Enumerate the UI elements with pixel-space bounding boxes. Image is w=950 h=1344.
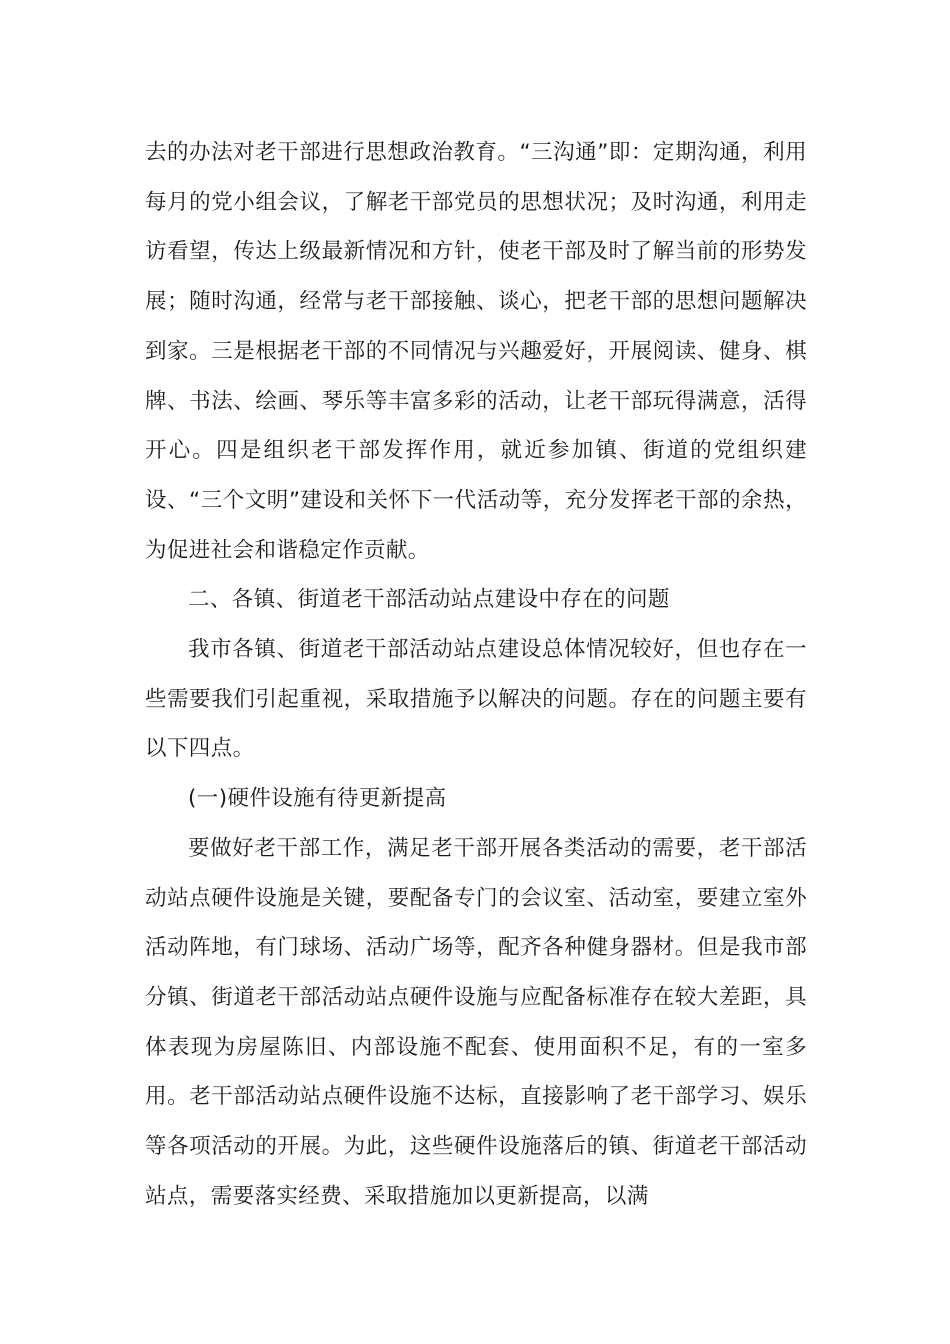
document-body bbox=[145, 128, 807, 1221]
paragraph-continuation: 去的办法对老干部进行思想政治教育。“三沟通”即：定期沟通，利用每月的党小组会议，了解老干部党员的思想状况；及时沟通，利用走访看望，传达上级最新情况和方针，使老干部及时了解当前的形势发展；随时沟通，经常与老干部接触、谈心，把老干部的思想问题解决到家。三是根据老干部的不同情况与兴趣爱好，开展阅读、健身、棋牌、书法、绘画、琴乐等丰富多彩的活动，让老干部玩得满意，活得开心。四是组织老干部发挥作用，就近参加镇、街道的党组织建设、“三个文明”建设和关怀下一代活动等，充分发挥老干部的余热，为促进社会和谐稳定作贡献。 bbox=[145, 140, 807, 563]
paragraph-problems-intro: 我市各镇、街道老干部活动站点建设总体情况较好，但也存在一些需要我们引起重视，采取措施予以解决的问题。存在的问题主要有以下四点。 bbox=[145, 637, 807, 762]
section-heading-problems: 二、各镇、街道老干部活动站点建设中存在的问题 bbox=[188, 587, 670, 613]
paragraph-hardware: 要做好老干部工作，满足老干部开展各类活动的需要，老干部活动站点硬件设施是关键，要配备专门的会议室、活动室，要建立室外活动阵地，有门球场、活动广场等，配齐各种健身器材。但是我市部分镇、街道老干部活动站点硬件设施与应配备标准存在较大差距，具体表现为房屋陈旧、内部设施不配套、使用面积不足，有的一室多用。老干部活动站点硬件设施不达标，直接影响了老干部学习、娱乐等各项活动的开展。为此，这些硬件设施落后的镇、街道老干部活动站点，需要落实经费、采取措施加以更新提高，以满 bbox=[145, 835, 807, 1209]
subsection-heading-hardware: (一)硬件设施有待更新提高 bbox=[188, 786, 447, 812]
